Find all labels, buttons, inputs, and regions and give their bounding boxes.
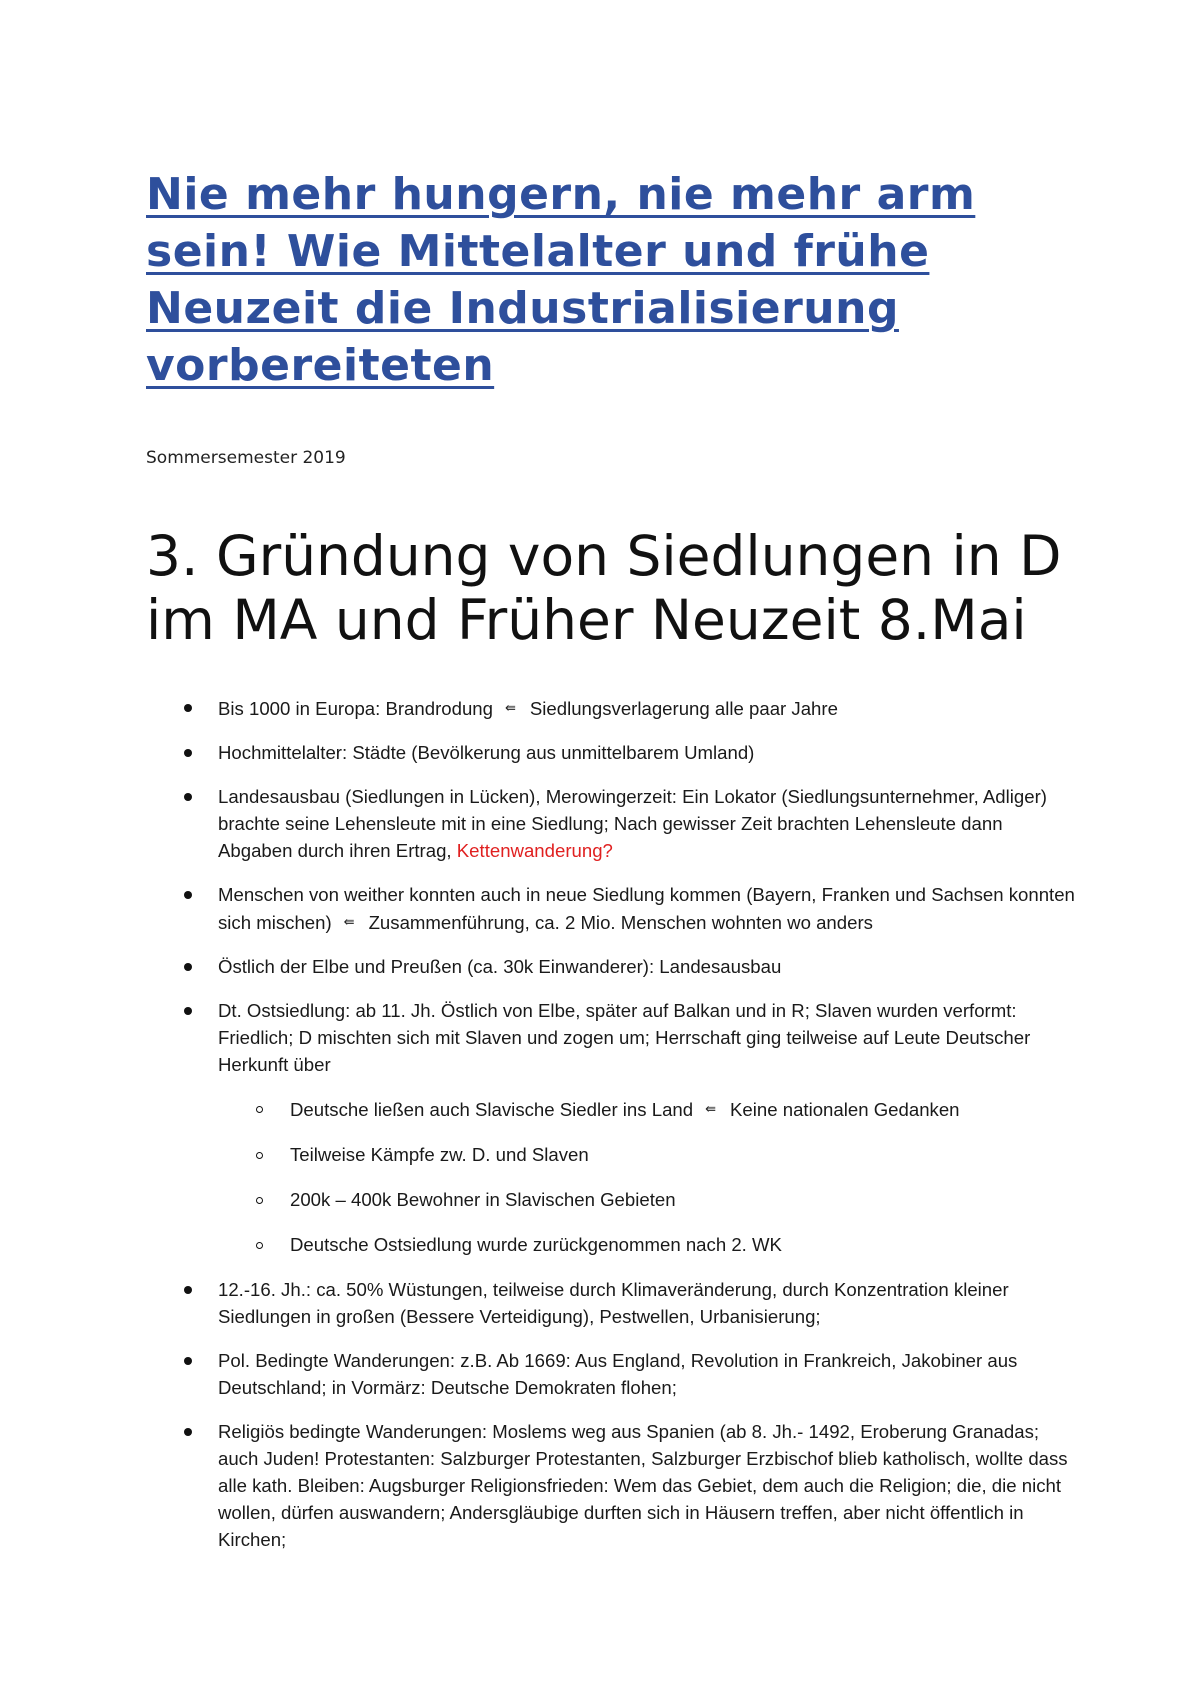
list-item [146, 1276, 1076, 1330]
bullet-text: Menschen von weither konnten auch in neue Siedlung kommen (Bayern, Franken und Sachsen konnten sich mischen) [218, 884, 1075, 933]
bullet-dot [184, 1357, 192, 1365]
bullet-dot [184, 1428, 192, 1436]
list-item [146, 783, 1076, 864]
highlight-text: Kettenwanderung? [456, 840, 613, 861]
bullet-dot [184, 1007, 192, 1015]
bullet-text: Landesausbau (Siedlungen in Lücken), Merowingerzeit: Ein Lokator (Siedlungsunternehmer, Adliger) brachte seine Lehensleute mit in eine Siedlung; Nach gewisser Zeit brachten Lehensleute dann Abgaben durch ihren Ertrag, [218, 786, 1047, 861]
sub-list-item [218, 1141, 1076, 1168]
sub-bullet-text: Deutsche ließen auch Slavische Siedler ins Land [290, 1099, 694, 1120]
bullet-dot [184, 793, 192, 801]
bullet-list [146, 694, 1076, 1553]
list-item [146, 694, 1076, 722]
sub-bullet-circle [256, 1242, 263, 1249]
sub-list-item [218, 1186, 1076, 1213]
arrow-icon: ⇚ [705, 1101, 717, 1116]
bullet-text: Pol. Bedingte Wanderungen: z.B. Ab 1669: Aus England, Revolution in Frankreich, Jakobiner aus Deutschland; in Vormärz: Deutsche Demokraten flohen; [218, 1350, 1018, 1398]
bullet-dot [184, 749, 192, 757]
sub-bullet-text: Keine nationalen Gedanken [730, 1099, 960, 1120]
bullet-text: 12.-16. Jh.: ca. 50% Wüstungen, teilweise durch Klimaveränderung, durch Konzentration kleiner Siedlungen in großen (Bessere Verteidigung), Pestwellen, Urbanisierung; [218, 1279, 1009, 1327]
bullet-text: Hochmittelalter: Städte (Bevölkerung aus unmittelbarem Umland) [218, 742, 755, 763]
sub-list-item [218, 1231, 1076, 1258]
bullet-dot [184, 891, 192, 899]
bullet-dot [184, 963, 192, 971]
semester-label: Sommersemester 2019 [146, 448, 346, 468]
sub-bullet-circle [256, 1106, 263, 1113]
list-item [146, 953, 1076, 980]
section-heading: 3. Gründung von Siedlungen in D im MA und Früher Neuzeit 8.Mai [146, 524, 1062, 652]
list-item [146, 739, 1076, 766]
sub-bullet-text: 200k – 400k Bewohner in Slavischen Gebieten [290, 1189, 676, 1210]
list-item [146, 997, 1076, 1258]
arrow-icon: ⇚ [343, 914, 355, 929]
bullet-text: Siedlungsverlagerung alle paar Jahre [529, 698, 838, 719]
sub-bullet-text: Deutsche Ostsiedlung wurde zurückgenommen nach 2. WK [290, 1234, 782, 1255]
list-item [146, 1418, 1076, 1553]
list-item [146, 1347, 1076, 1401]
list-item [146, 881, 1076, 936]
bullet-text: Bis 1000 in Europa: Brandrodung [218, 698, 493, 719]
bullet-dot [184, 1286, 192, 1294]
document-title: Nie mehr hungern, nie mehr arm sein! Wie Mittelalter und frühe Neuzeit die Industrialisierung vorbereiteten [146, 169, 976, 391]
sub-bullet-list [218, 1095, 1076, 1258]
bullet-text: Dt. Ostsiedlung: ab 11. Jh. Östlich von Elbe, später auf Balkan und in R; Slaven wurden verformt: Friedlich; D mischten sich mit Slaven und zogen um; Herrschaft ging teilweise auf Leute Deutscher Herkunft über [218, 1000, 1031, 1075]
bullet-text: Zusammenführung, ca. 2 Mio. Menschen wohnten wo anders [368, 912, 873, 933]
bullet-text: Östlich der Elbe und Preußen (ca. 30k Einwanderer): Landesausbau [218, 956, 782, 977]
bullet-dot [184, 704, 192, 712]
bullet-text: Religiös bedingte Wanderungen: Moslems weg aus Spanien (ab 8. Jh.- 1492, Eroberung Granadas; auch Juden! Protestanten: Salzburger Protestanten, Salzburger Erzbischof blieb katholisch, wollte dass alle kath. Bleiben: Augsburger Religionsfrieden: Wem das Gebiet, dem auch die Religion; die, die nicht wollen, dürfen auswandern; Andersgläubige durften sich in Häusern treffen, aber nicht öffentlich in Kirchen; [218, 1421, 1068, 1550]
arrow-icon: ⇚ [504, 700, 516, 715]
sub-list-item [218, 1095, 1076, 1123]
sub-bullet-circle [256, 1197, 263, 1204]
sub-bullet-circle [256, 1152, 263, 1159]
sub-bullet-text: Teilweise Kämpfe zw. D. und Slaven [290, 1144, 589, 1165]
